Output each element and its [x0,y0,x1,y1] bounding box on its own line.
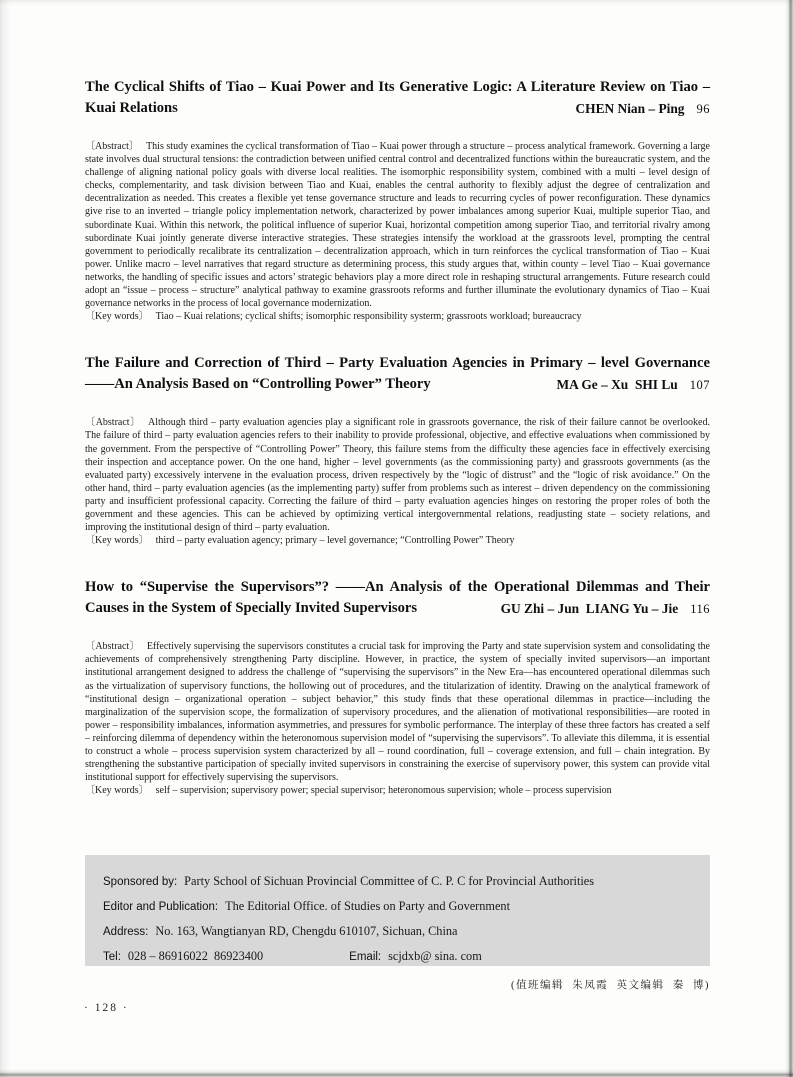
page-content [85,77,710,827]
keywords-label: 〔Key words〕 [85,311,149,323]
keywords-label: 〔Key words〕 [85,785,149,797]
scan-edge-top [0,0,793,6]
article-3-title [85,577,710,620]
scan-edge-right [785,0,793,1077]
article-2-title [85,353,710,396]
sponsored-by-value: Party School of Sichuan Provincial Committee of C. P. C for Provincial Authorities [184,874,595,888]
address-label: Address: [103,926,149,938]
keywords-label: 〔Key words〕 [85,535,149,547]
article-1-authors: CHEN Nian – Ping [575,101,685,116]
article-3-byline [501,598,710,620]
article-3-title-text: How to “Supervise the Supervisors”? ——An Analysis of the Operational Dilemmas and Their Causes in the System of Specially Invited Supervisors [85,579,710,617]
email-label: Email: [349,951,382,963]
keywords-text: Tiao – Kuai relations; cyclical shifts; isomorphic responsibility systerm; grassroots workload; bureaucracy [155,311,582,323]
scan-edge-bottom [0,1069,793,1077]
article-1 [85,77,710,323]
tel-label: Tel: [103,951,121,963]
tel-value: 028 – 86916022 86923400 [127,949,264,963]
article-1-page-number: 96 [696,102,710,116]
keywords-text: self – supervision; supervisory power; special supervisor; heteronomous supervision; whole – process supervision [155,785,612,797]
publication-info-box [85,855,710,966]
info-row-tel-email [103,943,710,968]
abstract-label: 〔Abstract〕 [85,417,141,429]
article-1-keywords [85,310,710,323]
article-2-title-text: The Failure and Correction of Third – Party Evaluation Agencies in Primary – level Governance——An Analysis Based on “Controlling Power” Theory [85,355,710,393]
abstract-text: This study examines the cyclical transformation of Tiao – Kuai power through a structure – process analytical framework. Governing a large state involves dual structural tensions: the contradiction between unified central control and decentralized functions within the bureaucratic system, and the challenge of aligning national policy goals with diverse local realities. The isomorphic responsibility system, combined with a multi – level design of checks, complementarity, and task division between Tiao and Kuai, enables the central authority to flexibly adjust the degree of centralization and decentralization as needed. This creates a flexible yet tense governance structure and leads to recurring cycles of power reconfiguration. These dynamics give rise to an inverted – triangle policy implementation network, characterized by power imbalances among superior Kuai, multiple superior Tiao, and subordinate Kuai. Within this network, the political influence of superior Kuai, horizontal competition among superior Tiao, and territorial rivalry among subordinate Kuai jointly generate diverse interactive strategies. These strategies intensify the workload at the grassroots level, prompting the central government to periodically recalibrate its centralization – decentralization approach, which in turn reinforces the cyclical transformation of Tiao – Kuai power. Unlike macro – level narratives that regard structure as determining process, this study argues that, within county – level Tiao – Kuai governance networks, the handling of specific issues and actors’ strategic behaviors play a more direct role in reshaping structural arrangements. Future research could adopt an “issue – process – structure” analytical pathway to examine grassroots reforms and further illuminate the evolutionary dynamics of Tiao – Kuai governance networks in the process of local governance modernization. [85,141,710,310]
editor-value: The Editorial Office. of Studies on Party and Government [225,899,511,913]
info-row-address [103,918,710,943]
abstract-label: 〔Abstract〕 [85,141,140,152]
article-2-byline [556,374,710,396]
duty-editors-note: (值班编辑 朱凤霞 英文编辑 秦 博) [511,980,710,991]
page-number: · 128 · [84,1002,129,1014]
article-1-title [85,77,710,120]
article-2 [85,353,710,547]
article-3-abstract [85,640,710,784]
article-2-page-number: 107 [689,378,710,393]
keywords-text: third – party evaluation agency; primary – level governance; “Controlling Power” Theory [155,535,515,547]
article-3-keywords [85,784,710,797]
abstract-text: Effectively supervising the supervisors constitutes a crucial task for improving the Party and state supervision system and consolidating the achievements of comprehensively strengthening Party discipline. However, in practice, the system of specially invited supervisors—an important institutional arrangement designed to address the challenge of “supervising the supervisors” in the New Era—has encountered operational dilemmas such as the virtualization of supervisory functions, the hollowing out of procedures, and the titularization of identity. Drawing on the analytical framework of “institutional design – organizational operation – subject behavior,” this study finds that these operational dilemmas in practice—including the marginalization of the supervision scope, the formalization of supervisory procedures, and the alienation of motivational responsibilities—are rooted in power – responsibility imbalances, information asymmetries, and pressures for symbolic performance. The interplay of these three factors has created a self – reinforcing dilemma of dependency within the heteronomous supervision model of “supervising the supervisors”. To alleviate this dilemma, it is essential to construct a whole – process supervision system characterized by all – round coordination, full – coverage extension, and full – chain integration. By strengthening the substantive participation of specially invited supervisors in constraining the exercise of supervisory power, this system can provide vital institutional support for effectively supervising the supervisors. [85,641,710,784]
article-3 [85,577,710,797]
article-2-keywords [85,534,710,547]
article-1-title-text: The Cyclical Shifts of Tiao – Kuai Power and Its Generative Logic: A Literature Review on Tiao – Kuai Relations [85,79,710,116]
info-row-editor [103,893,710,918]
address-value: No. 163, Wangtianyan RD, Chengdu 610107, Sichuan, China [155,924,458,938]
article-3-page-number: 116 [690,602,710,617]
abstract-label: 〔Abstract〕 [85,641,140,653]
email-value: scjdxb@ sina. com [388,949,482,963]
article-3-authors: GU Zhi – Jun LIANG Yu – Jie [500,601,679,617]
editor-label: Editor and Publication: [103,901,219,913]
article-2-abstract [85,416,710,534]
info-row-sponsor [103,868,710,893]
article-1-abstract [85,140,710,310]
abstract-text: Although third – party evaluation agencies play a significant role in grassroots governance, the risk of their failure cannot be overlooked. The failure of third – party evaluation agencies refers to their inability to provide professional, objective, and effective evaluations when commissioned by the government. From the perspective of “Controlling Power” Theory, this failure stems from the difficulty these agencies face in effectively exercising their inspection and acceptance power. On the one hand, higher – level governments (as the commissioning party) and grassroots governments (as the evaluated party) excessively intervene in the evaluation process, driven respectively by the “logic of distrust” and the “logic of risk avoidance.” On the other hand, third – party evaluation agencies (as the implementing party) suffer from problems such as interest – driven dependency on the commissioning party and insufficient professional capacity. Correcting the failure of third – party evaluation agencies hinges on restoring the proper roles of both the government and these agencies. This can be achieved by optimizing vertical intergovernmental relations, readjusting state – society relations, and improving the institutional design of third – party evaluation. [85,417,710,534]
sponsored-by-label: Sponsored by: [103,876,178,888]
scan-edge-left [0,0,10,1077]
article-1-byline [575,98,710,120]
article-2-authors: MA Ge – Xu SHI Lu [556,377,678,393]
